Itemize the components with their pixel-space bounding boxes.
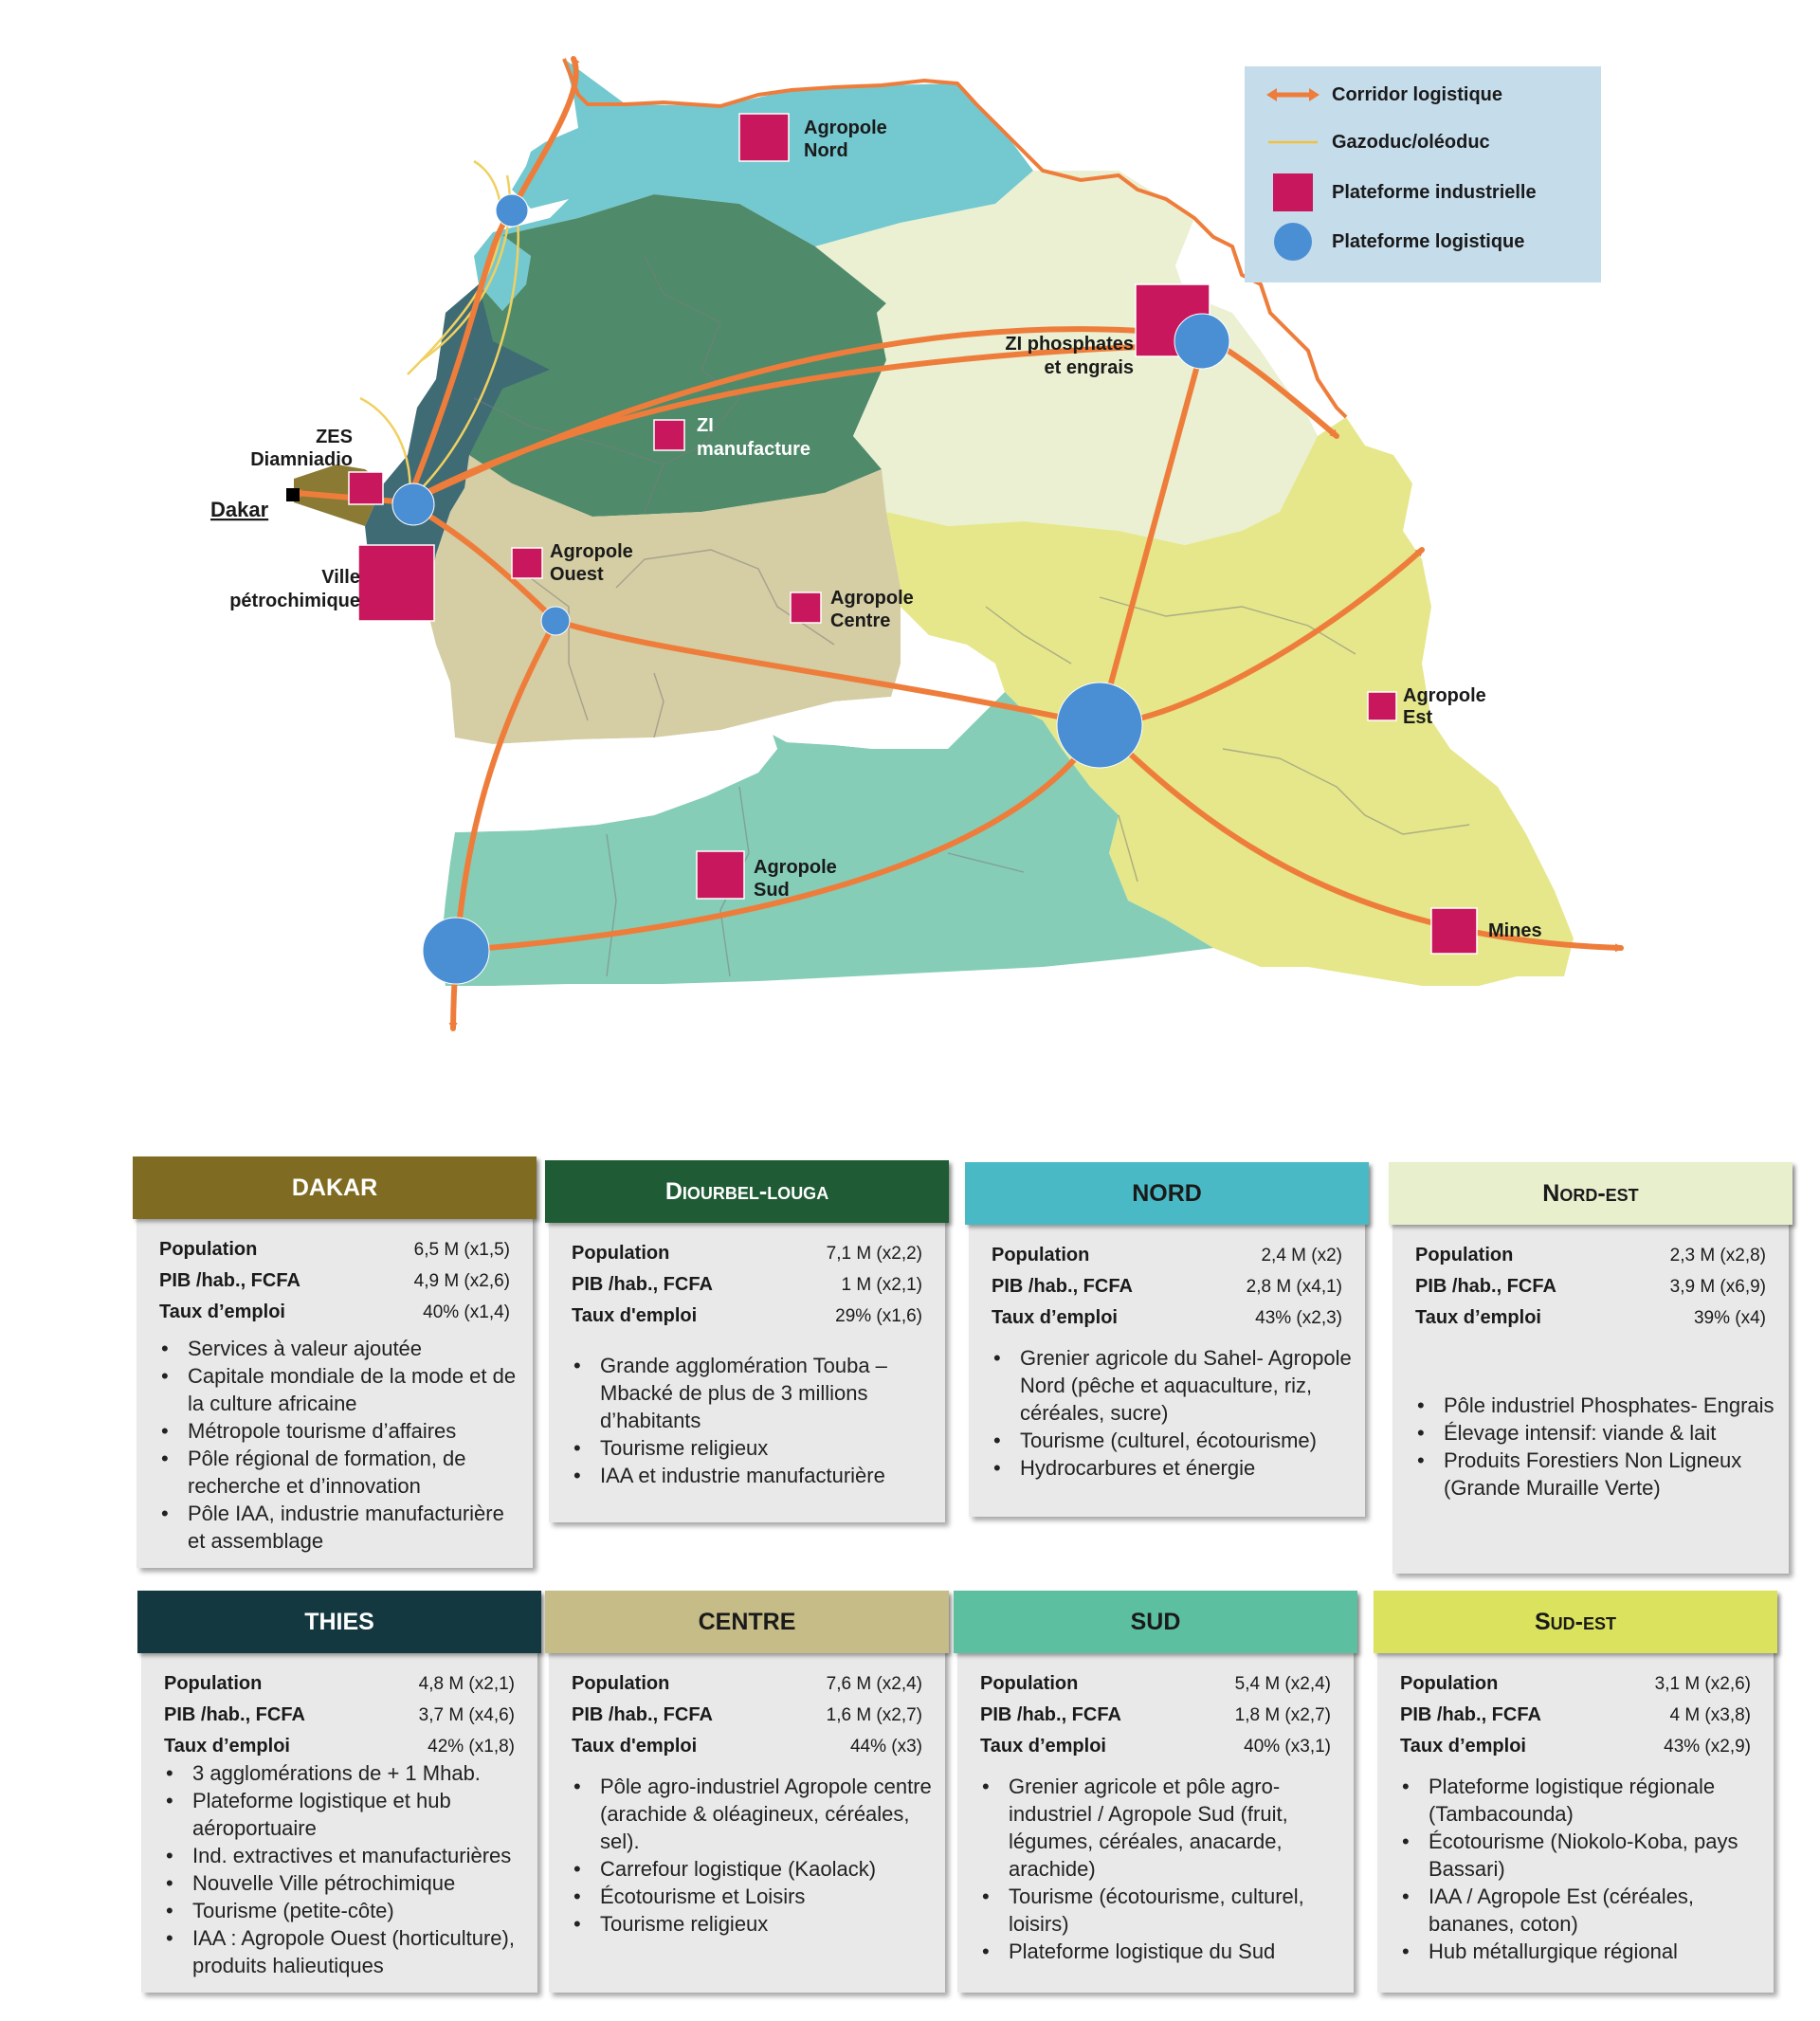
stat-value: 43% (x2,9) xyxy=(1664,1736,1751,1757)
svg-text:Ouest: Ouest xyxy=(550,564,604,585)
svg-text:Agropole: Agropole xyxy=(830,588,914,609)
platform-agropole-sud xyxy=(697,851,744,899)
svg-text:Agropole: Agropole xyxy=(804,118,887,138)
bullet-item: • IAA : Agropole Ouest (horticulture), produits halieutiques xyxy=(192,1924,528,1979)
bullet-item: • Pôle régional de formation, de recherche et d’innovation xyxy=(188,1445,523,1500)
stat-label: Taux d’emploi xyxy=(1400,1736,1526,1757)
stat-row xyxy=(164,1700,515,1731)
stat-value: 4 M (x3,8) xyxy=(1669,1704,1751,1725)
stat-label: Taux d'emploi xyxy=(572,1736,698,1757)
svg-text:Mines: Mines xyxy=(1488,920,1542,941)
logistic-phosphates xyxy=(1174,314,1229,369)
stat-label: Population xyxy=(572,1243,670,1264)
region-card xyxy=(1392,1164,1789,1574)
platform-zes xyxy=(349,472,383,504)
region-bullets xyxy=(1415,1392,1779,1502)
bullet-item: • Pôle IAA, industrie manufacturière et assemblage xyxy=(188,1500,523,1555)
logistic-thies-south xyxy=(541,607,570,635)
stat-label: PIB /hab., FCFA xyxy=(572,1274,713,1295)
stat-value: 4,9 M (x2,6) xyxy=(413,1270,510,1291)
bullet-item: • Tourisme (culturel, écotourisme) xyxy=(1020,1427,1356,1454)
bullet-item: • Grenier agricole du Sahel- Agropole Nord (pêche et aquaculture, riz, céréales, sucre) xyxy=(1020,1344,1356,1427)
legend-label: Plateforme industrielle xyxy=(1332,181,1537,203)
legend-item-industrial xyxy=(1262,173,1537,211)
bullet-item: • Carrefour logistique (Kaolack) xyxy=(600,1855,936,1883)
bullet-item: • Tourisme religieux xyxy=(600,1434,936,1462)
stat-value: 1,6 M (x2,7) xyxy=(826,1704,922,1725)
stat-value: 44% (x3) xyxy=(849,1736,922,1757)
svg-text:Sud: Sud xyxy=(754,880,790,901)
bullet-item: • Tourisme (écotourisme, culturel, loisirs) xyxy=(1009,1883,1344,1938)
stat-row xyxy=(1400,1700,1751,1731)
region-stats xyxy=(164,1668,515,1762)
platform-agropole-centre xyxy=(791,592,821,623)
svg-text:Agropole: Agropole xyxy=(754,857,837,878)
svg-text:Ville: Ville xyxy=(321,567,360,588)
stat-label: PIB /hab., FCFA xyxy=(980,1704,1121,1725)
region-card-title: Nord-est xyxy=(1389,1162,1793,1225)
region-bullets xyxy=(980,1773,1344,1965)
stat-row xyxy=(992,1302,1342,1334)
bullet-item: • Grande agglomération Touba – Mbacké de plus de 3 millions d’habitants xyxy=(600,1352,936,1434)
stat-row xyxy=(164,1731,515,1762)
stat-row xyxy=(992,1271,1342,1302)
platform-agropole-ouest xyxy=(512,548,542,578)
stat-label: Taux d’emploi xyxy=(992,1307,1118,1328)
legend-label: Gazoduc/oléoduc xyxy=(1332,131,1490,153)
stat-value: 2,3 M (x2,8) xyxy=(1669,1245,1766,1265)
legend-label: Corridor logistique xyxy=(1332,83,1502,105)
stat-value: 1,8 M (x2,7) xyxy=(1234,1704,1331,1725)
bullet-item: • Ind. extractives et manufacturières xyxy=(192,1842,528,1869)
svg-text:Nord: Nord xyxy=(804,140,848,161)
region-card-title: CENTRE xyxy=(545,1591,949,1653)
stat-value: 4,8 M (x2,1) xyxy=(418,1673,515,1694)
svg-text:ZI: ZI xyxy=(697,415,714,436)
stat-label: Population xyxy=(572,1673,670,1694)
svg-text:Diamniadio: Diamniadio xyxy=(250,449,353,470)
stat-value: 2,8 M (x4,1) xyxy=(1246,1276,1342,1297)
region-bullets xyxy=(572,1773,936,1938)
svg-text:pétrochimique: pétrochimique xyxy=(229,591,360,611)
region-stats xyxy=(980,1668,1331,1762)
stat-value: 2,4 M (x2) xyxy=(1261,1245,1342,1265)
stat-row xyxy=(980,1668,1331,1700)
svg-text:ZI phosphates: ZI phosphates xyxy=(1005,334,1134,355)
stat-value: 6,5 M (x1,5) xyxy=(413,1239,510,1260)
platform-mines xyxy=(1431,908,1477,954)
bullet-item: • Écotourisme et Loisirs xyxy=(600,1883,936,1910)
bullet-item: • Écotourisme (Niokolo-Koba, pays Bassari) xyxy=(1429,1828,1764,1883)
bullet-item: • Élevage intensif: viande & lait xyxy=(1444,1419,1779,1447)
magenta-square-icon xyxy=(1262,173,1324,211)
region-bullets xyxy=(572,1352,936,1489)
bullet-item: • Tourisme (petite-côte) xyxy=(192,1897,528,1924)
stat-row xyxy=(164,1668,515,1700)
region-bullets xyxy=(1400,1773,1764,1965)
stat-label: Taux d’emploi xyxy=(1415,1307,1541,1328)
region-stats xyxy=(992,1240,1342,1334)
map-legend xyxy=(1245,66,1601,282)
region-card-title: Sud-est xyxy=(1374,1591,1777,1653)
region-stats xyxy=(1415,1240,1766,1334)
city-label-dakar: Dakar xyxy=(210,498,269,521)
stat-label: PIB /hab., FCFA xyxy=(572,1704,713,1725)
stat-value: 40% (x3,1) xyxy=(1244,1736,1331,1757)
bullet-item: • Plateforme logistique et hub aéroportuaire xyxy=(192,1787,528,1842)
bullet-item: • Produits Forestiers Non Ligneux (Grande Muraille Verte) xyxy=(1444,1447,1779,1502)
stat-label: Population xyxy=(992,1245,1090,1265)
stat-label: Taux d'emploi xyxy=(572,1305,698,1326)
stat-value: 7,6 M (x2,4) xyxy=(826,1673,922,1694)
stat-value: 5,4 M (x2,4) xyxy=(1234,1673,1331,1694)
stat-row xyxy=(572,1269,922,1301)
stat-row xyxy=(980,1700,1331,1731)
stat-row xyxy=(572,1700,922,1731)
stat-row xyxy=(159,1297,510,1328)
region-stats xyxy=(159,1234,510,1328)
stat-value: 43% (x2,3) xyxy=(1255,1307,1342,1328)
bullet-item: • Tourisme religieux xyxy=(600,1910,936,1938)
platform-ville-petro xyxy=(358,545,434,621)
stat-row xyxy=(980,1731,1331,1762)
stat-label: PIB /hab., FCFA xyxy=(992,1276,1133,1297)
svg-text:Est: Est xyxy=(1403,707,1433,728)
stat-label: Population xyxy=(1415,1245,1514,1265)
stat-label: Taux d’emploi xyxy=(164,1736,290,1757)
pipeline-line-icon xyxy=(1262,123,1324,161)
bullet-item: • Hub métallurgique régional xyxy=(1429,1938,1764,1965)
stat-label: Population xyxy=(159,1239,258,1260)
platform-agropole-nord xyxy=(739,114,789,161)
stat-row xyxy=(1415,1271,1766,1302)
region-card xyxy=(957,1593,1354,1993)
region-bullets xyxy=(992,1344,1356,1482)
bullet-item: • Services à valeur ajoutée xyxy=(188,1335,523,1362)
stat-row xyxy=(1400,1731,1751,1762)
bullet-item: • Plateforme logistique régionale (Tambacounda) xyxy=(1429,1773,1764,1828)
stat-label: Population xyxy=(164,1673,263,1694)
stat-value: 1 M (x2,1) xyxy=(841,1274,922,1295)
bullet-item: • Pôle agro-industriel Agropole centre (arachide & oléagineux, céréales, sel). xyxy=(600,1773,936,1855)
bullet-item: • Capitale mondiale de la mode et de la culture africaine xyxy=(188,1362,523,1417)
stat-value: 39% (x4) xyxy=(1693,1307,1766,1328)
logistic-north xyxy=(496,194,528,227)
region-card xyxy=(549,1162,945,1522)
region-card-title: Diourbel-louga xyxy=(545,1160,949,1223)
stat-value: 40% (x1,4) xyxy=(423,1302,510,1322)
stat-row xyxy=(159,1234,510,1265)
legend-item-corridor xyxy=(1262,76,1502,114)
stat-value: 42% (x1,8) xyxy=(428,1736,515,1757)
region-card-title: NORD xyxy=(965,1162,1369,1225)
bullet-item: • Grenier agricole et pôle agro- industriel / Agropole Sud (fruit, légumes, céréales, anacarde, arachide) xyxy=(1009,1773,1344,1883)
svg-text:Agropole: Agropole xyxy=(550,541,633,562)
platform-agropole-est xyxy=(1368,692,1396,720)
stat-value: 29% (x1,6) xyxy=(835,1305,922,1326)
region-bullets xyxy=(159,1335,523,1555)
region-card-title: SUD xyxy=(954,1591,1357,1653)
logistic-diamniadio xyxy=(392,483,434,525)
stat-label: Taux d’emploi xyxy=(980,1736,1106,1757)
stat-row xyxy=(1415,1302,1766,1334)
region-stats xyxy=(1400,1668,1751,1762)
svg-text:ZES: ZES xyxy=(316,427,353,447)
logistic-sud xyxy=(423,918,489,984)
stat-row xyxy=(992,1240,1342,1271)
stat-value: 7,1 M (x2,2) xyxy=(826,1243,922,1264)
region-card xyxy=(136,1158,533,1568)
stat-label: Taux d’emploi xyxy=(159,1302,285,1322)
bullet-item: • IAA / Agropole Est (céréales, bananes, coton) xyxy=(1429,1883,1764,1938)
stat-row xyxy=(572,1238,922,1269)
region-card-title: THIES xyxy=(137,1591,541,1653)
bullet-item: • Métropole tourisme d’affaires xyxy=(188,1417,523,1445)
stat-label: PIB /hab., FCFA xyxy=(164,1704,305,1725)
bullet-item: • 3 agglomérations de + 1 Mhab. xyxy=(192,1759,528,1787)
dakar-city-marker xyxy=(286,488,300,501)
stat-row xyxy=(572,1731,922,1762)
double-arrow-icon xyxy=(1262,76,1324,114)
stat-row xyxy=(572,1301,922,1332)
svg-text:manufacture: manufacture xyxy=(697,439,811,460)
region-card xyxy=(969,1164,1365,1517)
logistic-kaolack-tamba xyxy=(1057,683,1142,768)
region-bullets xyxy=(164,1759,528,1979)
region-stats xyxy=(572,1668,922,1762)
region-card xyxy=(549,1593,945,1993)
bullet-item: • Nouvelle Ville pétrochimique xyxy=(192,1869,528,1897)
stat-row xyxy=(1400,1668,1751,1700)
region-stats xyxy=(572,1238,922,1332)
region-card-title: DAKAR xyxy=(133,1156,537,1219)
svg-text:Agropole: Agropole xyxy=(1403,685,1486,706)
stat-value: 3,7 M (x4,6) xyxy=(418,1704,515,1725)
stat-value: 3,9 M (x6,9) xyxy=(1669,1276,1766,1297)
stat-value: 3,1 M (x2,6) xyxy=(1654,1673,1751,1694)
bullet-item: • Hydrocarbures et énergie xyxy=(1020,1454,1356,1482)
bullet-item: • Pôle industriel Phosphates- Engrais xyxy=(1444,1392,1779,1419)
region-card xyxy=(1377,1593,1774,1993)
bullet-item: • Plateforme logistique du Sud xyxy=(1009,1938,1344,1965)
platform-zi-manufacture xyxy=(654,420,684,450)
legend-item-pipeline xyxy=(1262,123,1490,161)
stat-label: Population xyxy=(1400,1673,1499,1694)
stat-label: Population xyxy=(980,1673,1079,1694)
stat-label: PIB /hab., FCFA xyxy=(1415,1276,1556,1297)
legend-item-logistic xyxy=(1262,223,1524,261)
stat-label: PIB /hab., FCFA xyxy=(1400,1704,1541,1725)
bullet-item: • IAA et industrie manufacturière xyxy=(600,1462,936,1489)
svg-text:et engrais: et engrais xyxy=(1044,357,1134,378)
stat-row xyxy=(572,1668,922,1700)
blue-circle-icon xyxy=(1262,223,1324,261)
stat-row xyxy=(1415,1240,1766,1271)
stat-label: PIB /hab., FCFA xyxy=(159,1270,300,1291)
legend-label: Plateforme logistique xyxy=(1332,230,1525,252)
stat-row xyxy=(159,1265,510,1297)
region-card xyxy=(141,1593,537,1993)
svg-text:Centre: Centre xyxy=(830,610,891,631)
